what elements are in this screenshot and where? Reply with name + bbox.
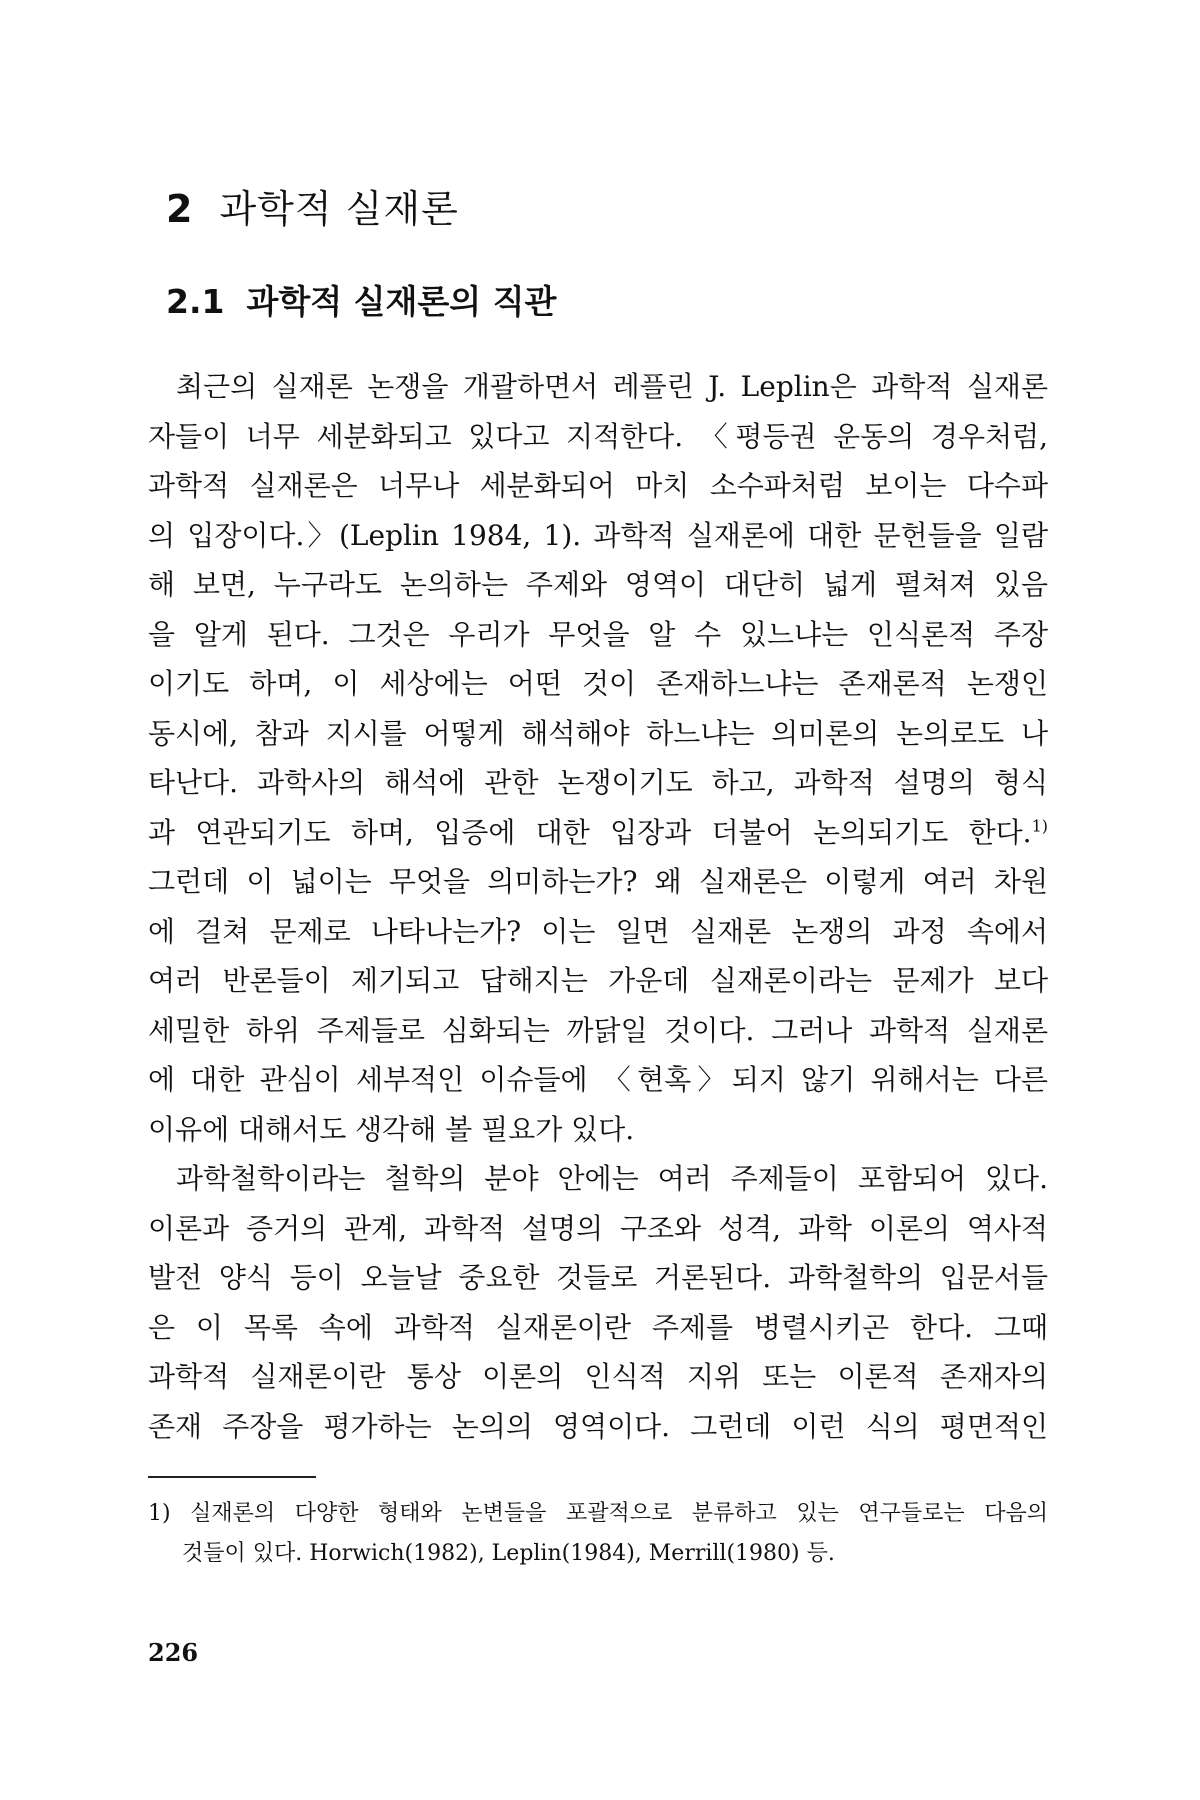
- text-line: 자들이 너무 세분화되고 있다고 지적한다. 〈평등권 운동의 경우처럼,: [148, 419, 1048, 453]
- text-line: 에 걸쳐 문제로 나타나는가? 이는 일면 실재론 논쟁의 과정 속에서: [148, 914, 1048, 948]
- body-text: [148, 362, 1048, 1451]
- chapter-title: 과학적 실재론: [219, 187, 459, 231]
- text-line: 과학철학이라는 철학의 분야 안에는 여러 주제들이 포함되어 있다.: [176, 1162, 1048, 1195]
- text-line: 과학적 실재론은 너무나 세분화되어 마치 소수파처럼 보이는 다수파: [148, 469, 1048, 502]
- footnote-line: 것들이 있다. Horwich(1982), Leplin(1984), Merrill(1980) 등.: [182, 1541, 835, 1566]
- text-line: 이론과 증거의 관계, 과학적 설명의 구조와 성격, 과학 이론의 역사적: [148, 1211, 1048, 1245]
- section-title: 과학적 실재론의 직관: [246, 282, 557, 321]
- text-line: 세밀한 하위 주제들로 심화되는 까닭일 것이다. 그러나 과학적 실재론: [148, 1013, 1048, 1047]
- section-number: 2.1: [166, 282, 225, 321]
- text-line: 타난다. 과학사의 해석에 관한 논쟁이기도 하고, 과학적 설명의 형식: [148, 766, 1048, 799]
- text-line: 에 대한 관심이 세부적인 이슈들에 〈현혹〉되지 않기 위해서는 다른: [148, 1063, 1048, 1096]
- footnote-divider: [148, 1476, 316, 1478]
- text-line: 최근의 실재론 논쟁을 개괄하면서 레플린 J. Leplin은 과학적 실재론: [176, 370, 1048, 403]
- footnote: [148, 1494, 1048, 1574]
- chapter-number: 2: [166, 187, 194, 231]
- text-line: 이유에 대해서도 생각해 볼 필요가 있다.: [148, 1112, 635, 1146]
- footnote-marker: 1): [1031, 816, 1048, 836]
- text-line: 여러 반론들이 제기되고 답해지는 가운데 실재론이라는 문제가 보다: [148, 964, 1048, 997]
- text-line: 을 알게 된다. 그것은 우리가 무엇을 알 수 있느냐는 인식론적 주장: [148, 617, 1048, 651]
- text-line: 과학적 실재론이란 통상 이론의 인식적 지위 또는 이론적 존재자의: [148, 1360, 1048, 1393]
- text-line: 존재 주장을 평가하는 논의의 영역이다. 그런데 이런 식의 평면적인: [148, 1409, 1048, 1443]
- footnote-line: 1) 실재론의 다양한 형태와 논변들을 포괄적으로 분류하고 있는 연구들로는 다음의: [148, 1501, 1048, 1526]
- section-heading: [166, 276, 556, 323]
- text-line: 발전 양식 등이 오늘날 중요한 것들로 거론된다. 과학철학의 입문서들: [148, 1261, 1048, 1294]
- text-line: 그런데 이 넓이는 무엇을 의미하는가? 왜 실재론은 이렇게 여러 차원: [148, 865, 1048, 898]
- text-line-content: 과 연관되기도 하며, 입증에 대한 입장과 더불어 논의되기도 한다.: [148, 815, 1032, 849]
- chapter-heading: [166, 178, 459, 233]
- text-line: 해 보면, 누구라도 논의하는 주제와 영역이 대단히 넓게 펼쳐져 있음: [148, 568, 1048, 601]
- page-number: 226: [148, 1638, 199, 1667]
- text-line-with-footnote: [148, 808, 1048, 858]
- text-line: 동시에, 참과 지시를 어떻게 해석해야 하느냐는 의미론의 논의로도 나: [148, 716, 1048, 750]
- text-line: 은 이 목록 속에 과학적 실재론이란 주제를 병렬시키곤 한다. 그때: [148, 1310, 1048, 1344]
- text-line: 이기도 하며, 이 세상에는 어떤 것이 존재하느냐는 존재론적 논쟁인: [148, 667, 1048, 700]
- text-line: 의 입장이다.〉(Leplin 1984, 1). 과학적 실재론에 대한 문헌들을 일람: [148, 518, 1048, 552]
